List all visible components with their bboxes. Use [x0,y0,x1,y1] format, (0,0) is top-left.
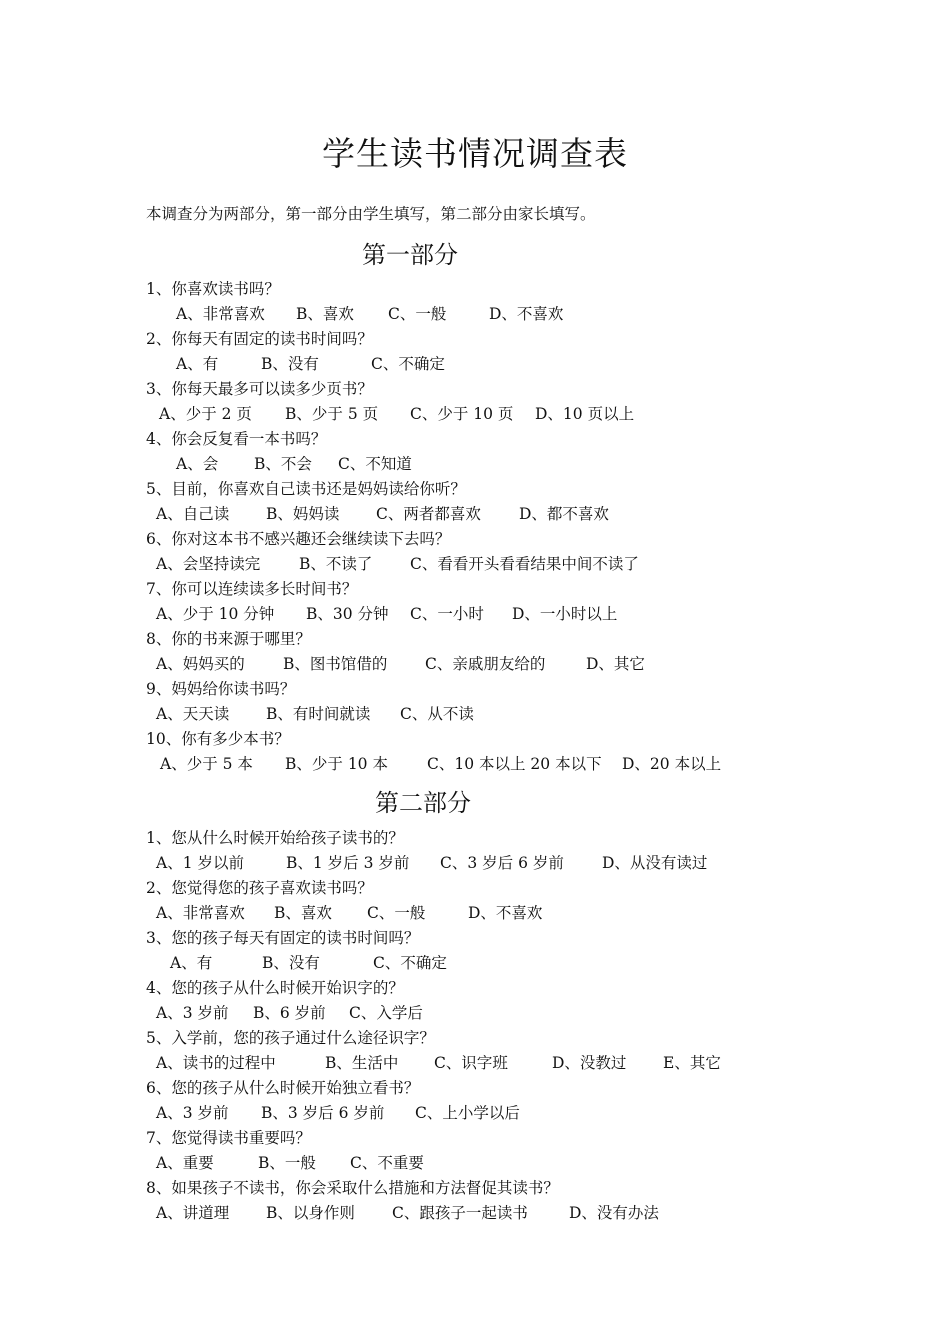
option: B、喜欢 [296,305,354,323]
question-text: 8、如果孩子不读书，你会采取什么措施和方法督促其读书？ [146,1179,559,1197]
option: C、一般 [388,305,447,323]
option: A、少于 5 本 [160,755,253,773]
option: A、1 岁以前 [156,854,244,872]
option: D、一小时以上 [512,605,618,623]
option: C、不确定 [373,954,447,972]
question-text: 8、你的书来源于哪里？ [146,630,311,648]
option: C、不确定 [371,355,445,373]
option: D、不喜欢 [468,904,543,922]
option: D、从没有读过 [602,854,708,872]
question-text: 5、入学前，您的孩子通过什么途径识字？ [146,1029,435,1047]
question-text: 7、你可以连续读多长时间书？ [146,580,358,598]
option: C、看看开头看看结果中间不读了 [410,555,639,573]
question-text: 6、您的孩子从什么时候开始独立看书？ [146,1079,420,1097]
option: B、没有 [262,954,320,972]
option: B、图书馆借的 [283,655,388,673]
question-text: 3、您的孩子每天有固定的读书时间吗？ [146,929,420,947]
question-text: 9、妈妈给你读书吗？ [146,680,296,698]
option: C、亲戚朋友给的 [425,655,546,673]
option: B、少于 10 本 [285,755,388,773]
option: C、少于 10 页 [410,405,514,423]
option: A、妈妈买的 [156,655,245,673]
option: A、3 岁前 [156,1004,229,1022]
intro-text: 本调查分为两部分，第一部分由学生填写，第二部分由家长填写。 [146,205,596,223]
option: A、讲道理 [156,1204,230,1222]
option: B、妈妈读 [266,505,340,523]
question-text: 7、您觉得读书重要吗？ [146,1129,311,1147]
page-title: 学生读书情况调查表 [322,134,628,173]
option: B、生活中 [325,1054,399,1072]
option: B、不读了 [299,555,373,573]
option: C、10 本以上 20 本以下 [427,755,602,773]
option: A、有 [170,954,213,972]
option: B、少于 5 页 [285,405,379,423]
option: A、有 [176,355,219,373]
option: B、有时间就读 [266,705,371,723]
option: D、10 页以上 [535,405,635,423]
option: B、6 岁前 [253,1004,326,1022]
option: B、3 岁后 6 岁前 [261,1104,385,1122]
option: C、不重要 [350,1154,424,1172]
option: A、读书的过程中 [156,1054,276,1072]
option: D、20 本以上 [622,755,722,773]
option: D、不喜欢 [489,305,564,323]
question-text: 1、您从什么时候开始给孩子读书的？ [146,829,404,847]
option: A、少于 2 页 [159,405,252,423]
question-text: 4、您的孩子从什么时候开始识字的？ [146,979,404,997]
option: C、入学后 [349,1004,423,1022]
question-text: 3、你每天最多可以读多少页书？ [146,380,373,398]
part2-heading: 第二部分 [375,789,471,817]
option: D、其它 [586,655,645,673]
option: A、非常喜欢 [156,904,245,922]
option: E、其它 [663,1054,721,1072]
part1-heading: 第一部分 [362,241,458,269]
option: C、一小时 [410,605,484,623]
option: A、非常喜欢 [176,305,265,323]
option: B、喜欢 [274,904,332,922]
option: D、都不喜欢 [519,505,609,523]
option: B、一般 [258,1154,316,1172]
question-text: 10、你有多少本书？ [146,730,290,748]
option: A、自己读 [156,505,230,523]
option: C、从不读 [400,705,474,723]
option: C、两者都喜欢 [376,505,481,523]
option: C、识字班 [434,1054,508,1072]
option: A、少于 10 分钟 [156,605,275,623]
option: A、3 岁前 [156,1104,229,1122]
question-text: 5、目前，你喜欢自己读书还是妈妈读给你听？ [146,480,466,498]
option: A、重要 [156,1154,214,1172]
question-text: 2、你每天有固定的读书时间吗？ [146,330,373,348]
option: C、上小学以后 [415,1104,520,1122]
option: B、没有 [261,355,319,373]
option: B、1 岁后 3 岁前 [286,854,410,872]
option: C、跟孩子一起读书 [392,1204,528,1222]
option: A、会 [176,455,219,473]
question-text: 1、你喜欢读书吗？ [146,280,280,298]
option: D、没教过 [552,1054,627,1072]
option: A、会坚持读完 [156,555,261,573]
option: B、以身作则 [266,1204,355,1222]
option: D、没有办法 [569,1204,659,1222]
option: C、不知道 [338,455,412,473]
option: B、30 分钟 [306,605,389,623]
option: C、3 岁后 6 岁前 [440,854,564,872]
option: C、一般 [367,904,426,922]
option: B、不会 [254,455,312,473]
question-text: 4、你会反复看一本书吗？ [146,430,327,448]
option: A、天天读 [156,705,230,723]
question-text: 6、你对这本书不感兴趣还会继续读下去吗？ [146,530,451,548]
question-text: 2、您觉得您的孩子喜欢读书吗？ [146,879,373,897]
